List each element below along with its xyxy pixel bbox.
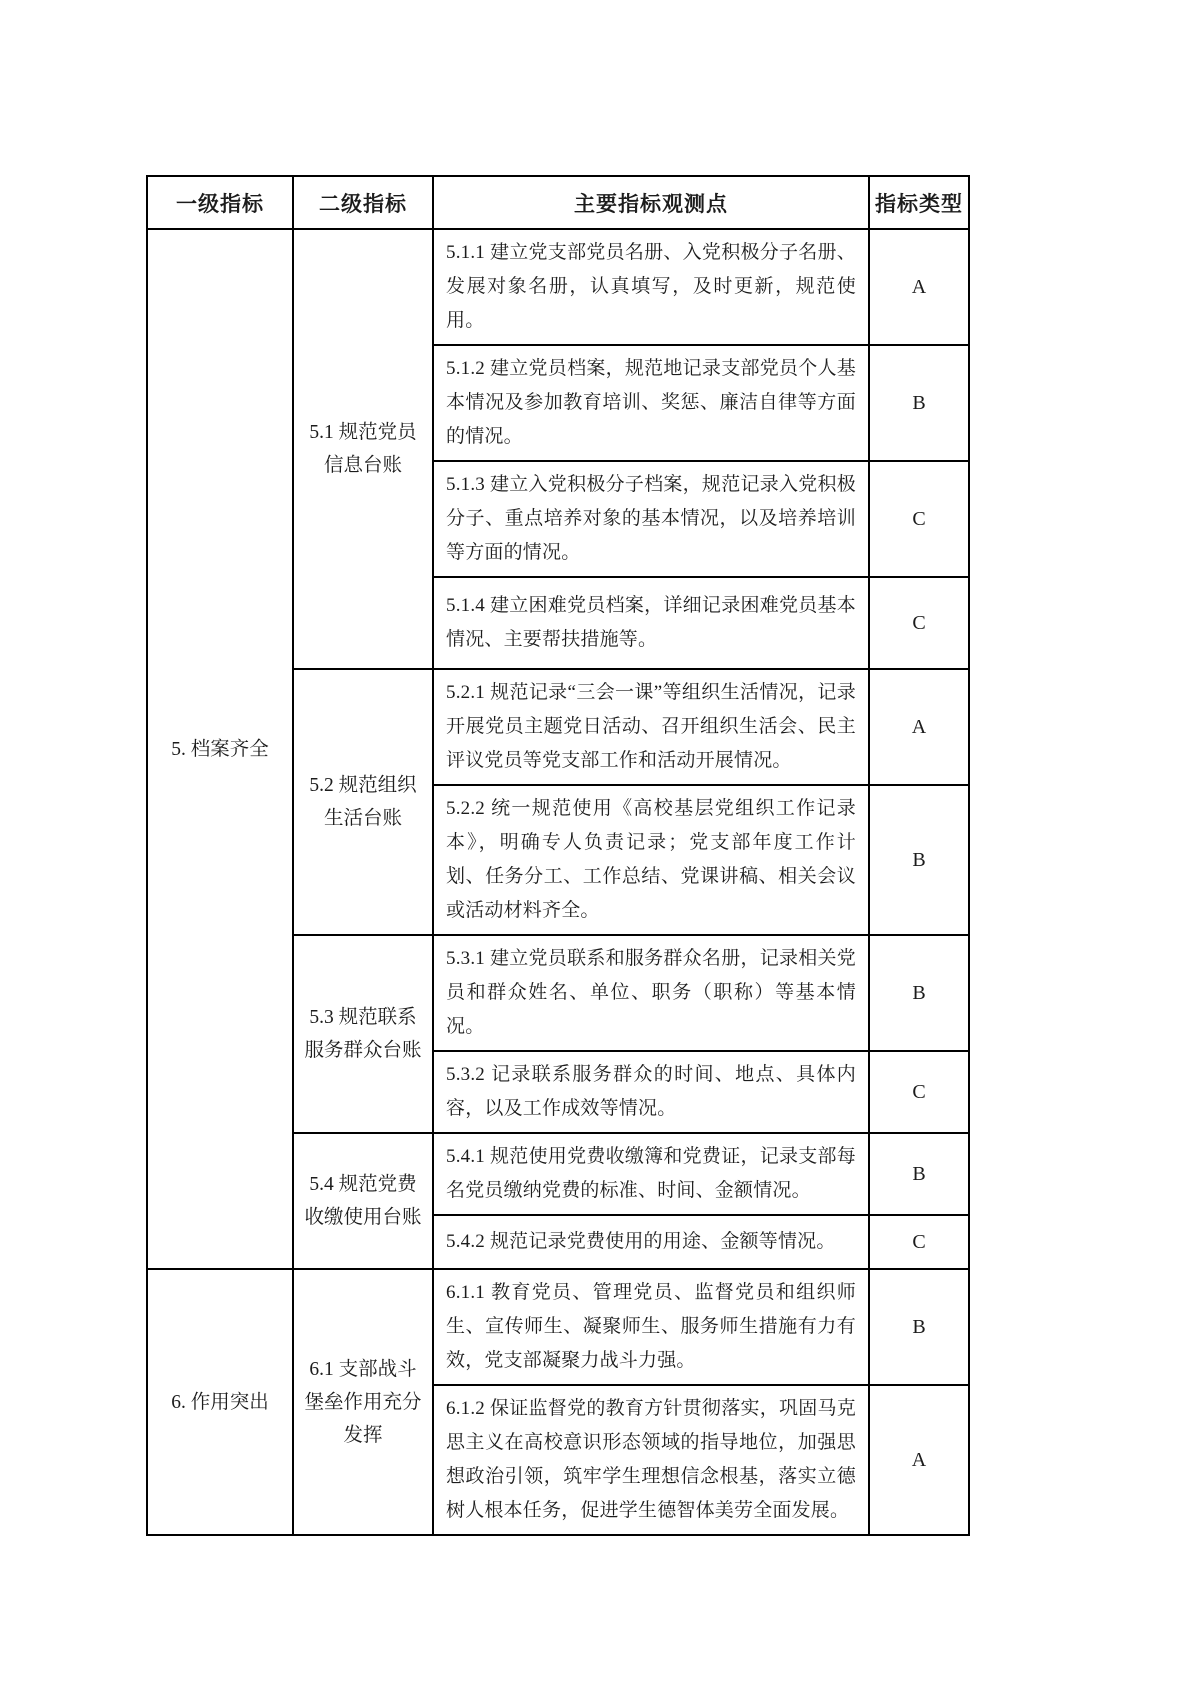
indicator-type-cell: C xyxy=(869,1215,969,1269)
observation-point-cell: 5.2.1 规范记录“三会一课”等组织生活情况，记录开展党员主题党日活动、召开组织生活会、民主评议党员等党支部工作和活动开展情况。 xyxy=(433,669,869,785)
indicator-type-cell: A xyxy=(869,669,969,785)
observation-point-cell: 6.1.2 保证监督党的教育方针贯彻落实，巩固马克思主义在高校意识形态领域的指导地位，加强思想政治引领，筑牢学生理想信念根基，落实立德树人根本任务，促进学生德智体美劳全面发展。 xyxy=(433,1385,869,1535)
indicator-type-cell: B xyxy=(869,935,969,1051)
level2-indicator-cell: 5.4 规范党费收缴使用台账 xyxy=(293,1133,433,1269)
observation-point-cell: 5.1.4 建立困难党员档案，详细记录困难党员基本情况、主要帮扶措施等。 xyxy=(433,577,869,669)
level2-indicator-cell: 5.2 规范组织生活台账 xyxy=(293,669,433,935)
indicator-type-cell: A xyxy=(869,229,969,345)
table-header-row xyxy=(147,176,969,229)
indicator-type-cell: B xyxy=(869,1269,969,1385)
level1-indicator-cell: 5. 档案齐全 xyxy=(147,229,293,1269)
indicator-type-cell: A xyxy=(869,1385,969,1535)
observation-point-cell: 5.2.2 统一规范使用《高校基层党组织工作记录本》，明确专人负责记录；党支部年度工作计划、任务分工、工作总结、党课讲稿、相关会议或活动材料齐全。 xyxy=(433,785,869,935)
observation-point-cell: 5.3.2 记录联系服务群众的时间、地点、具体内容，以及工作成效等情况。 xyxy=(433,1051,869,1133)
indicator-type-cell: B xyxy=(869,345,969,461)
indicator-type-cell: C xyxy=(869,1051,969,1133)
observation-point-cell: 5.1.2 建立党员档案，规范地记录支部党员个人基本情况及参加教育培训、奖惩、廉洁自律等方面的情况。 xyxy=(433,345,869,461)
level1-indicator-cell: 6. 作用突出 xyxy=(147,1269,293,1535)
level2-indicator-cell: 6.1 支部战斗堡垒作用充分发挥 xyxy=(293,1269,433,1535)
table-row xyxy=(147,229,969,345)
indicator-type-cell: B xyxy=(869,785,969,935)
observation-point-cell: 5.4.2 规范记录党费使用的用途、金额等情况。 xyxy=(433,1215,869,1269)
observation-point-cell: 5.4.1 规范使用党费收缴簿和党费证，记录支部每名党员缴纳党费的标准、时间、金额情况。 xyxy=(433,1133,869,1215)
indicator-type-cell: C xyxy=(869,577,969,669)
observation-point-cell: 5.1.3 建立入党积极分子档案，规范记录入党积极分子、重点培养对象的基本情况，以及培养培训等方面的情况。 xyxy=(433,461,869,577)
level2-indicator-cell: 5.1 规范党员信息台账 xyxy=(293,229,433,669)
observation-point-cell: 5.3.1 建立党员联系和服务群众名册，记录相关党员和群众姓名、单位、职务（职称）等基本情况。 xyxy=(433,935,869,1051)
header-cell-level1: 一级指标 xyxy=(147,176,293,229)
header-cell-type: 指标类型 xyxy=(869,176,969,229)
indicator-table xyxy=(146,175,970,1536)
observation-point-cell: 5.1.1 建立党支部党员名册、入党积极分子名册、发展对象名册，认真填写，及时更新，规范使用。 xyxy=(433,229,869,345)
table-row xyxy=(147,1269,969,1385)
header-cell-observation: 主要指标观测点 xyxy=(433,176,869,229)
header-cell-level2: 二级指标 xyxy=(293,176,433,229)
observation-point-cell: 6.1.1 教育党员、管理党员、监督党员和组织师生、宣传师生、凝聚师生、服务师生措施有力有效，党支部凝聚力战斗力强。 xyxy=(433,1269,869,1385)
indicator-type-cell: B xyxy=(869,1133,969,1215)
level2-indicator-cell: 5.3 规范联系服务群众台账 xyxy=(293,935,433,1133)
table-body xyxy=(147,229,969,1535)
indicator-type-cell: C xyxy=(869,461,969,577)
